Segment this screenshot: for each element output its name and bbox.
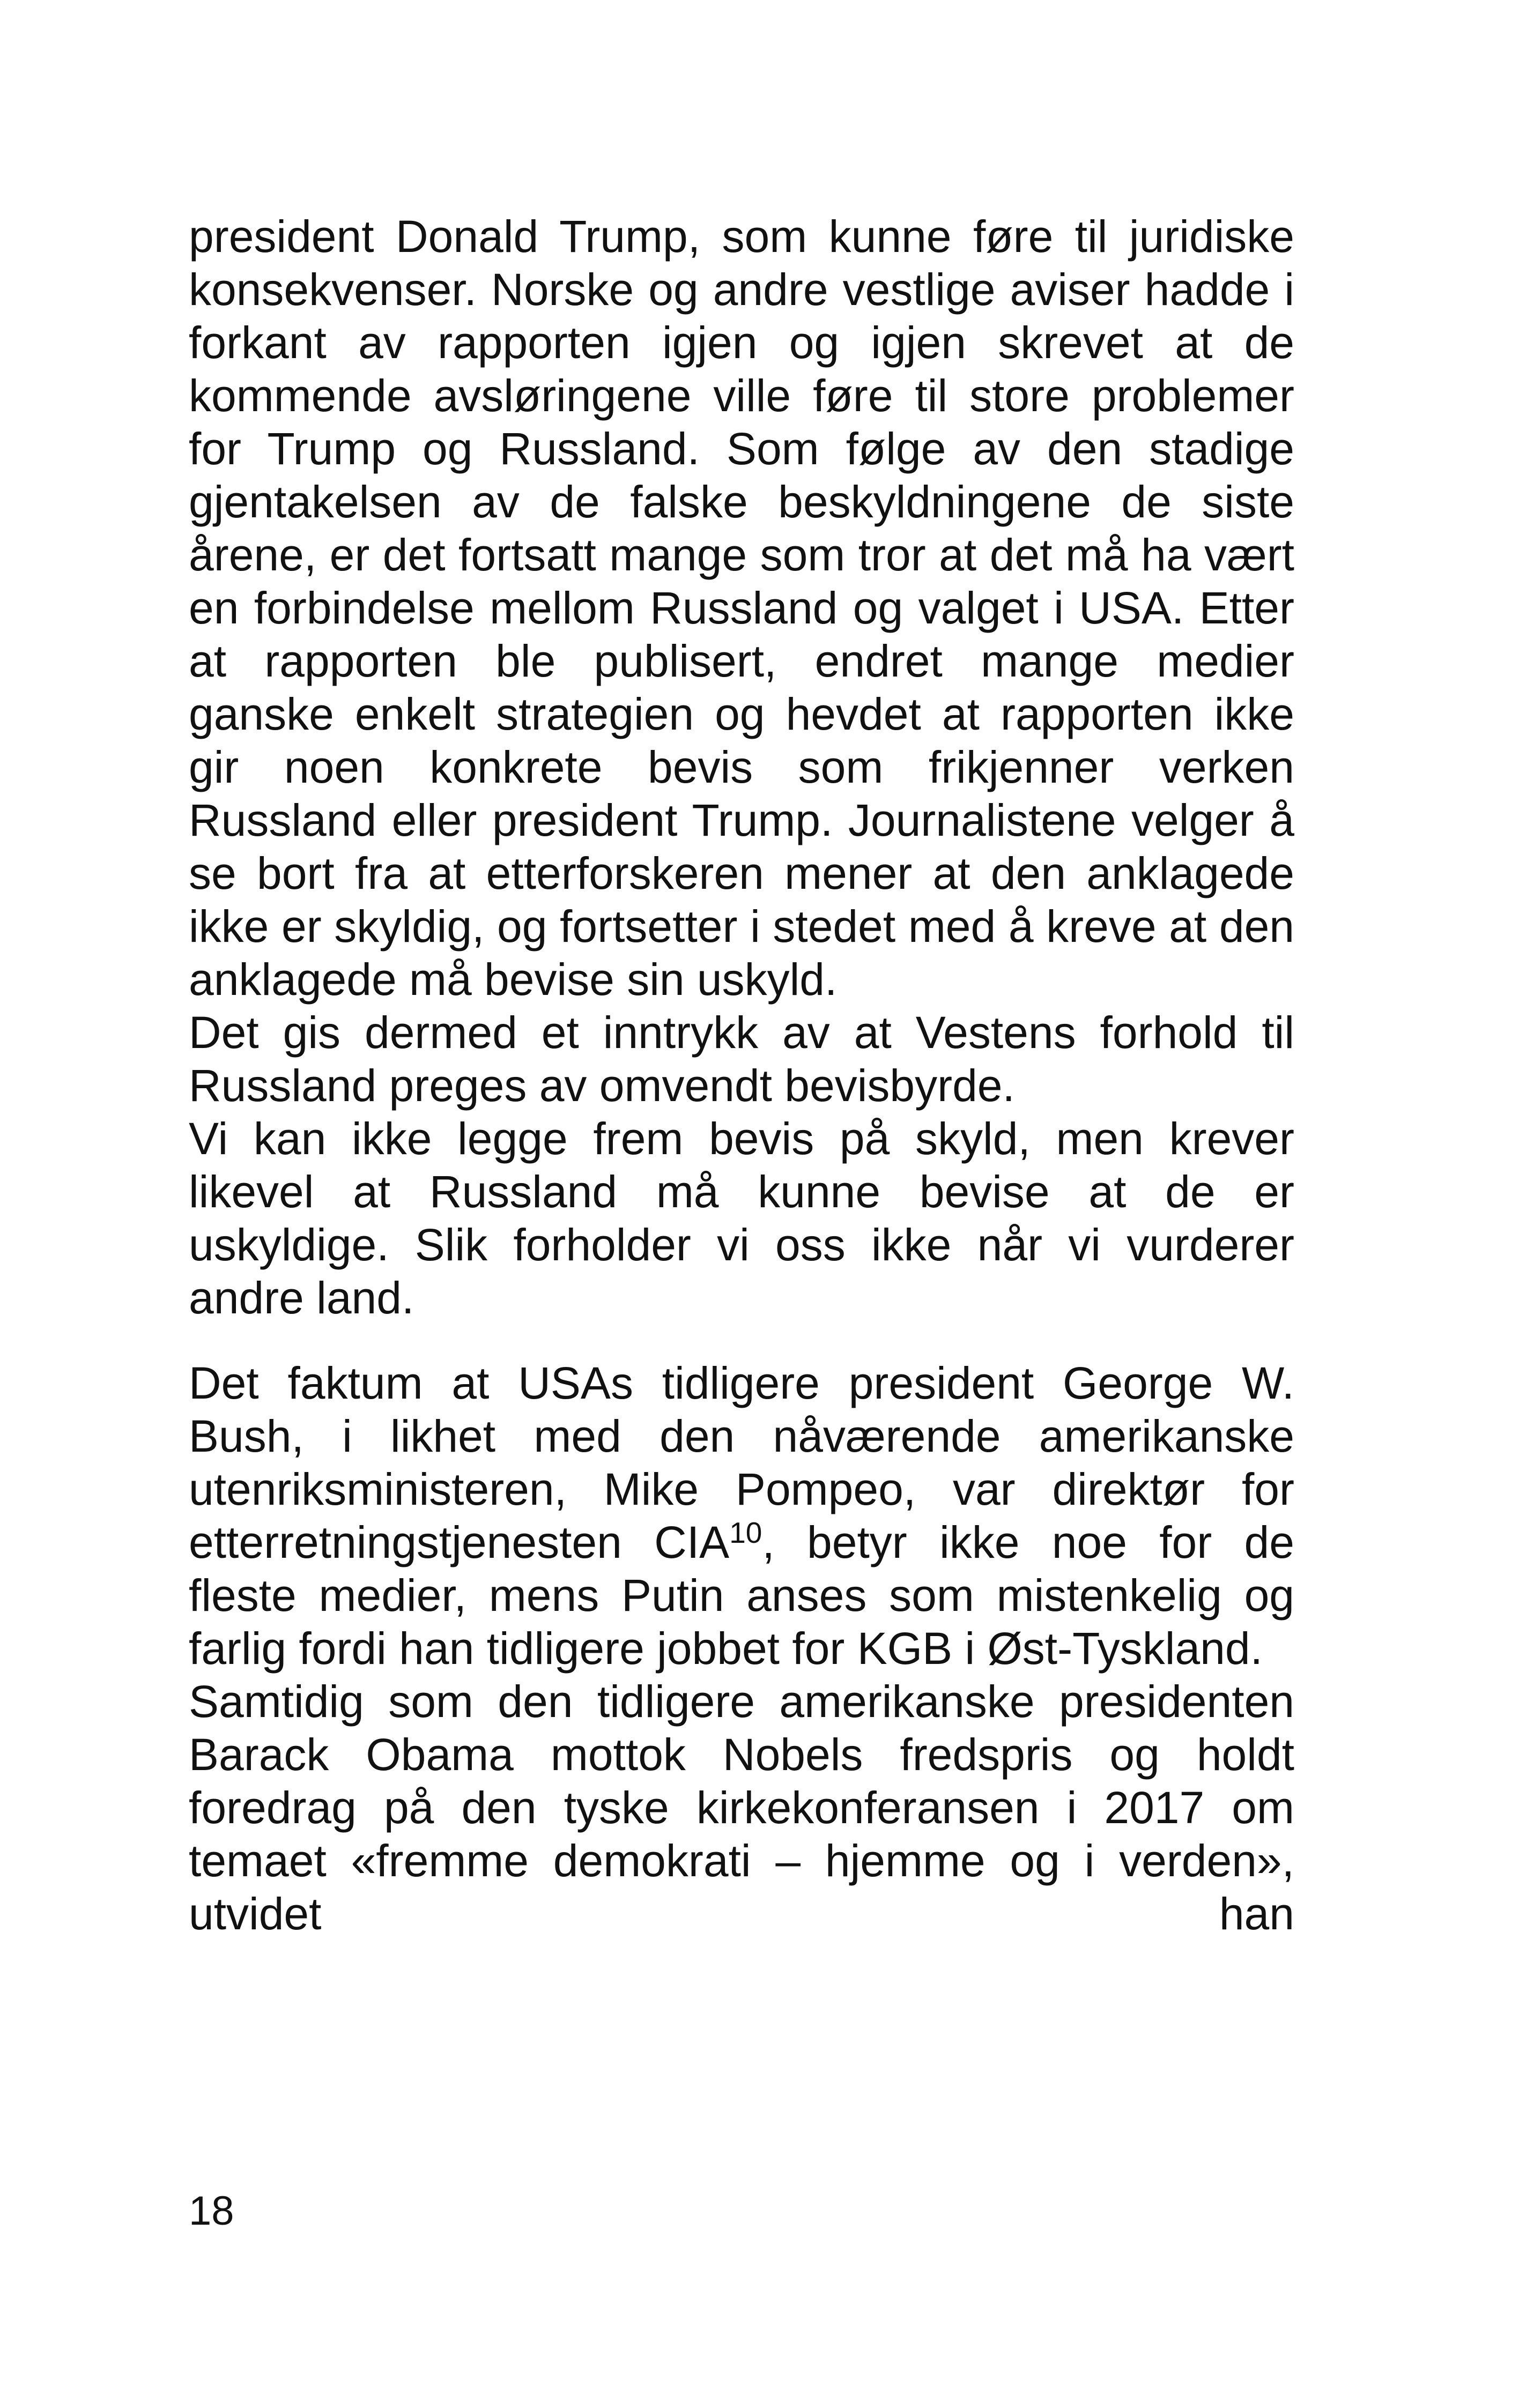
paragraph-2: Det gis dermed et inntrykk av at Vestens forhold til Russland preges av omvendt bevisbyrde. — [189, 1007, 1294, 1111]
paragraph-4 — [189, 1357, 1294, 1675]
paragraph-1: president Donald Trump, som kunne føre til juridiske konsekvenser. Norske og andre vestlige aviser hadde i forkant av rapporten igjen og igjen skrevet at de kommende avsløringene ville føre til store problemer for Trump og Russland. Som følge av den stadige gjentakelsen av de falske beskyldningene de siste årene, er det fortsatt mange som tror at det må ha vært en forbindelse mellom Russland og valget i USA. Etter at rapporten ble publisert, endret mange medier ganske enkelt strategien og hevdet at rapporten ikke gir noen konkrete bevis som frikjenner verken Russland eller president Trump. Journalistene velger å se bort fra at etterforskeren mener at den anklagede ikke er skyldig, og fortsetter i stedet med å kreve at den anklagede må bevise sin uskyld. — [189, 211, 1294, 1005]
paragraph-4-text-end: , betyr ikke noe for de fleste medier, mens Putin anses som mistenkelig og farlig fordi han tidligere jobbet for KGB i Øst-Tyskland. — [189, 1517, 1294, 1674]
body-text — [189, 210, 1294, 1941]
paragraph-4-text-start: Det faktum at USAs tidligere president George W. Bush, i likhet med den nåværende amerikanske utenriksministeren, Mike Pompeo, var direktør for etterretningstjenesten CIA — [189, 1358, 1294, 1567]
page-number: 18 — [189, 2188, 234, 2234]
paragraph-spacer — [189, 1325, 1294, 1357]
footnote-reference: 10 — [729, 1516, 762, 1549]
paragraph-5: Samtidig som den tidligere amerikanske presidenten Barack Obama mottok Nobels fredspris og holdt foredrag på den tyske kirkekonferansen i 2017 om temaet «fremme demokrati – hjemme og i verden», utvidet han — [189, 1676, 1294, 1939]
paragraph-3: Vi kan ikke legge frem bevis på skyld, men krever likevel at Russland må kunne bevise at de er uskyldige. Slik forholder vi oss ikke når vi vurderer andre land. — [189, 1113, 1294, 1323]
